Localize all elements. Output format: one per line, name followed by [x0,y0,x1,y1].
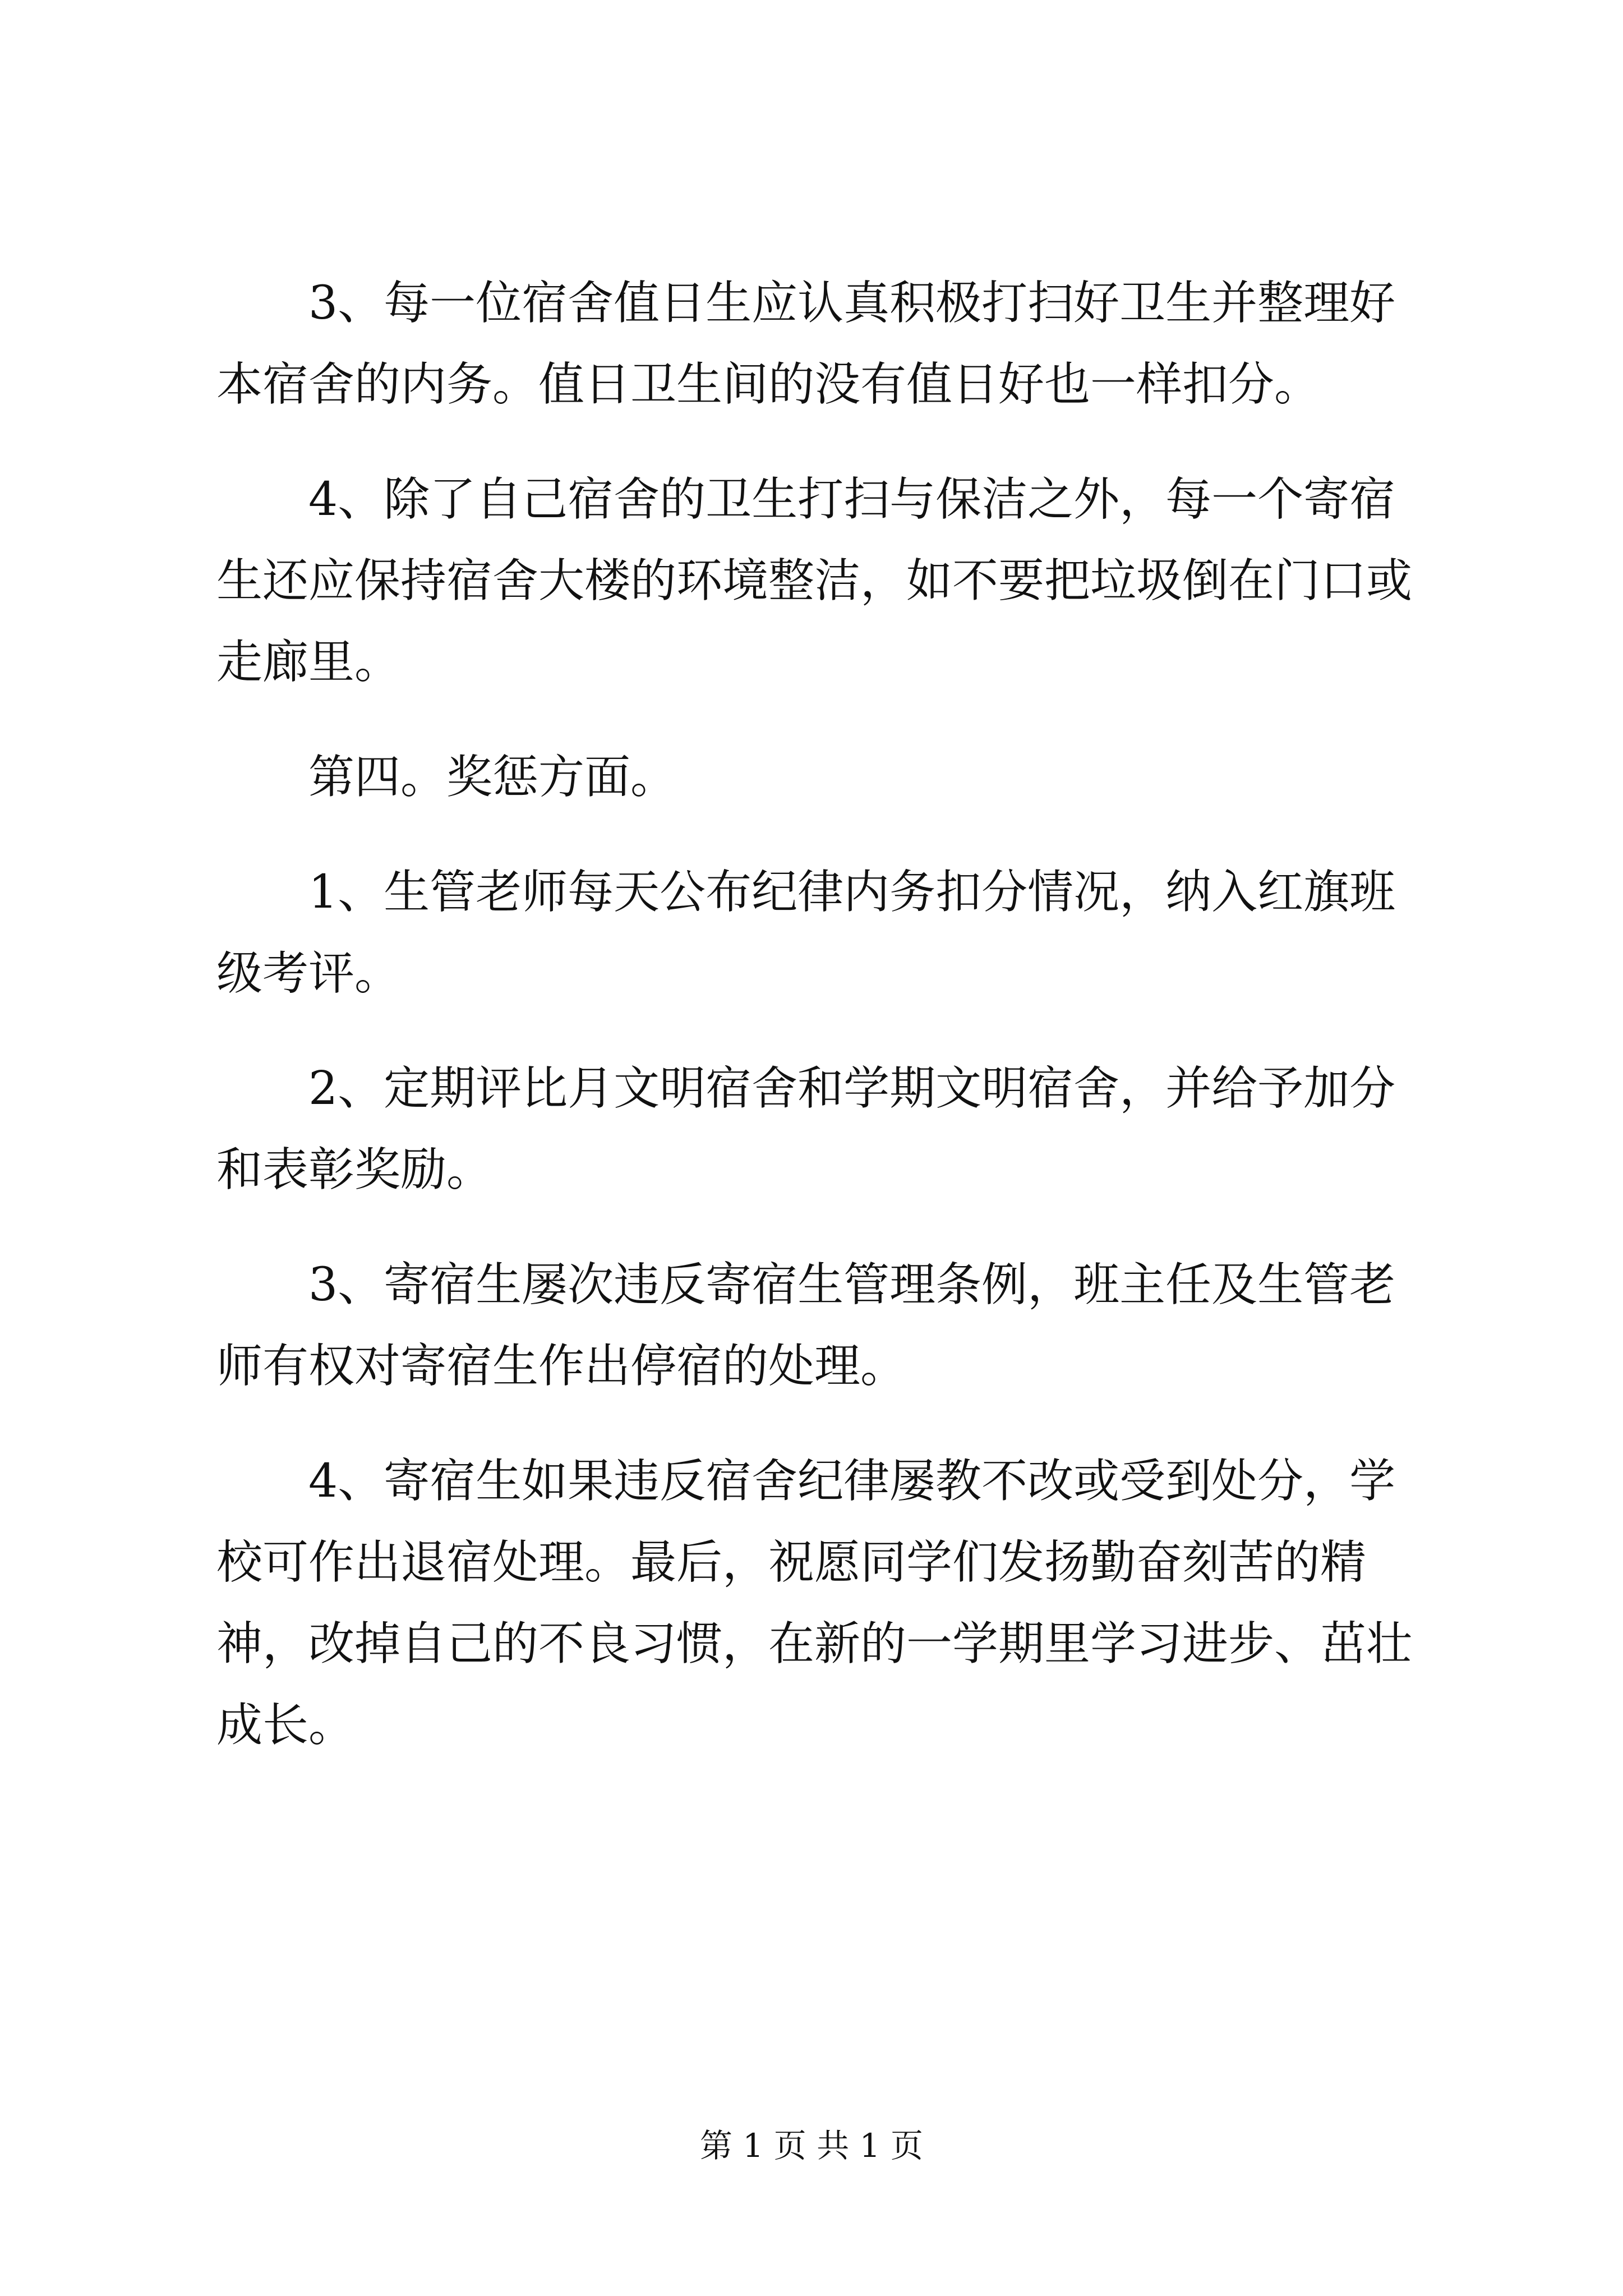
document-body [216,263,1428,1800]
paragraph-reward-1: 1、生管老师每天公布纪律内务扣分情况，纳入红旗班级考评。 [216,866,1396,1000]
paragraph-rule-4-environment: 4、除了自己宿舍的卫生打扫与保洁之外，每一个寄宿生还应保持宿舍大楼的环境整洁，如不要把垃圾倒在门口或走廊里。 [216,473,1413,689]
paragraph-reward-4: 4、寄宿生如果违反宿舍纪律屡教不改或受到处分，学校可作出退宿处理。最后，祝愿同学们发扬勤奋刻苦的精神，改掉自己的不良习惯，在新的一学期里学习进步、茁壮成长。 [216,1455,1413,1752]
paragraph-rule-3-cleaning: 3、每一位宿舍值日生应认真积极打扫好卫生并整理好本宿舍的内务。值日卫生间的没有值日好也一样扣分。 [216,277,1396,411]
page-number-footer: 第 1 页 共 1 页 [700,2127,923,2165]
paragraph-reward-3: 3、寄宿生屡次违反寄宿生管理条例，班主任及生管老师有权对寄宿生作出停宿的处理。 [216,1258,1396,1393]
section-heading-rewards: 第四。奖惩方面。 [308,751,677,804]
paragraph-reward-2: 2、定期评比月文明宿舍和学期文明宿舍，并给予加分和表彰奖励。 [216,1062,1396,1197]
